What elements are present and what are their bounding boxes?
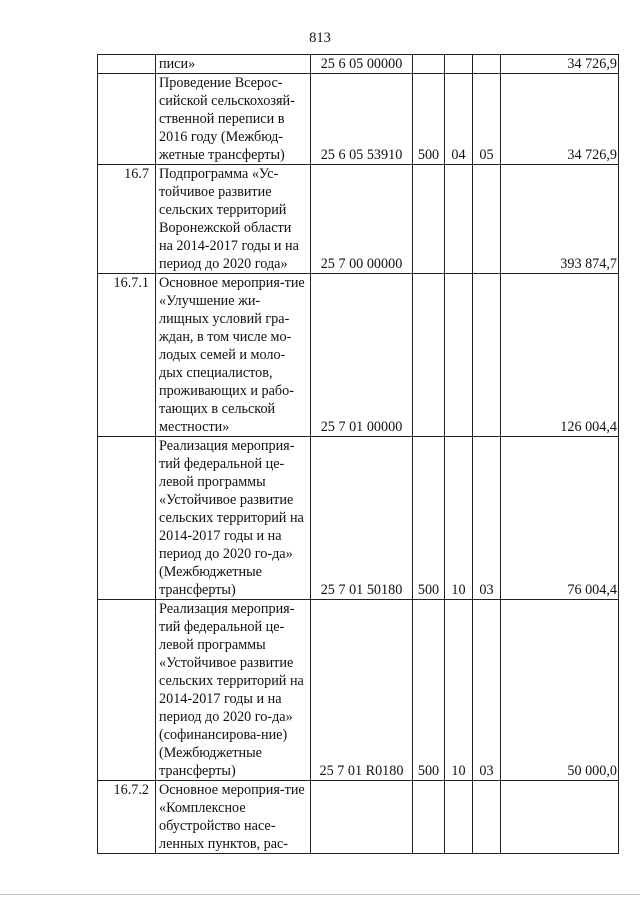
row-number-cell <box>98 55 156 74</box>
target-article-code-cell: 25 7 01 R0180 <box>311 600 413 781</box>
section-cell <box>445 781 473 854</box>
subsection-cell <box>473 165 501 274</box>
row-name-cell: Основное мероприя-тие «Комплексное обустройство насе-ленных пунктов, рас- <box>156 781 311 854</box>
row-number-cell: 16.7.1 <box>98 274 156 437</box>
section-cell <box>445 165 473 274</box>
amount-cell: 393 874,7 <box>501 165 619 274</box>
page-number: 813 <box>309 30 331 46</box>
subsection-cell <box>473 274 501 437</box>
amount-cell: 126 004,4 <box>501 274 619 437</box>
row-number-cell <box>98 437 156 600</box>
target-article-code-cell: 25 6 05 00000 <box>311 55 413 74</box>
target-article-code-cell: 25 7 01 50180 <box>311 437 413 600</box>
expense-type-cell <box>413 55 445 74</box>
subsection-cell: 03 <box>473 600 501 781</box>
row-name-cell: Реализация мероприя-тий федеральной це-левой программы «Устойчивое развитие сельских территорий на 2014-2017 годы и на период до 2020 го-да» (софинансирова-ние) (Межбюджетные трансферты) <box>156 600 311 781</box>
subsection-cell <box>473 55 501 74</box>
table-row <box>98 274 619 437</box>
table-row <box>98 781 619 854</box>
row-number-cell <box>98 600 156 781</box>
row-name-cell: Проведение Всерос-сийской сельскохозяй-ственной переписи в 2016 году (Межбюд-жетные трансферты) <box>156 74 311 165</box>
table-row <box>98 165 619 274</box>
table-row <box>98 600 619 781</box>
section-cell <box>445 274 473 437</box>
section-cell: 10 <box>445 437 473 600</box>
table-row <box>98 55 619 74</box>
row-name-cell: Реализация мероприя-тий федеральной це-левой программы «Устойчивое развитие сельских территорий на 2014-2017 годы и на период до 2020 го-да» (Межбюджетные трансферты) <box>156 437 311 600</box>
section-cell: 10 <box>445 600 473 781</box>
expense-type-cell: 500 <box>413 600 445 781</box>
section-cell <box>445 55 473 74</box>
page-bottom-rule <box>0 894 640 895</box>
target-article-code-cell: 25 7 01 00000 <box>311 274 413 437</box>
table-row <box>98 437 619 600</box>
expense-type-cell <box>413 274 445 437</box>
row-number-cell: 16.7.2 <box>98 781 156 854</box>
subsection-cell: 05 <box>473 74 501 165</box>
budget-table <box>97 54 619 854</box>
target-article-code-cell: 25 6 05 53910 <box>311 74 413 165</box>
expense-type-cell <box>413 781 445 854</box>
target-article-code-cell: 25 7 00 00000 <box>311 165 413 274</box>
row-name-cell: писи» <box>156 55 311 74</box>
subsection-cell <box>473 781 501 854</box>
subsection-cell: 03 <box>473 437 501 600</box>
amount-cell <box>501 781 619 854</box>
row-number-cell: 16.7 <box>98 165 156 274</box>
expense-type-cell <box>413 165 445 274</box>
expense-type-cell: 500 <box>413 437 445 600</box>
row-name-cell: Подпрограмма «Ус-тойчивое развитие сельских территорий Воронежской области на 2014-2017 годы и на период до 2020 года» <box>156 165 311 274</box>
expense-type-cell: 500 <box>413 74 445 165</box>
amount-cell: 34 726,9 <box>501 74 619 165</box>
target-article-code-cell <box>311 781 413 854</box>
row-number-cell <box>98 74 156 165</box>
amount-cell: 50 000,0 <box>501 600 619 781</box>
amount-cell: 34 726,9 <box>501 55 619 74</box>
amount-cell: 76 004,4 <box>501 437 619 600</box>
row-name-cell: Основное мероприя-тие «Улучшение жи-лищных условий гра-ждан, в том числе мо-лодых семей и моло-дых специалистов, проживающих и рабо-тающих в сельской местности» <box>156 274 311 437</box>
section-cell: 04 <box>445 74 473 165</box>
table-row <box>98 74 619 165</box>
